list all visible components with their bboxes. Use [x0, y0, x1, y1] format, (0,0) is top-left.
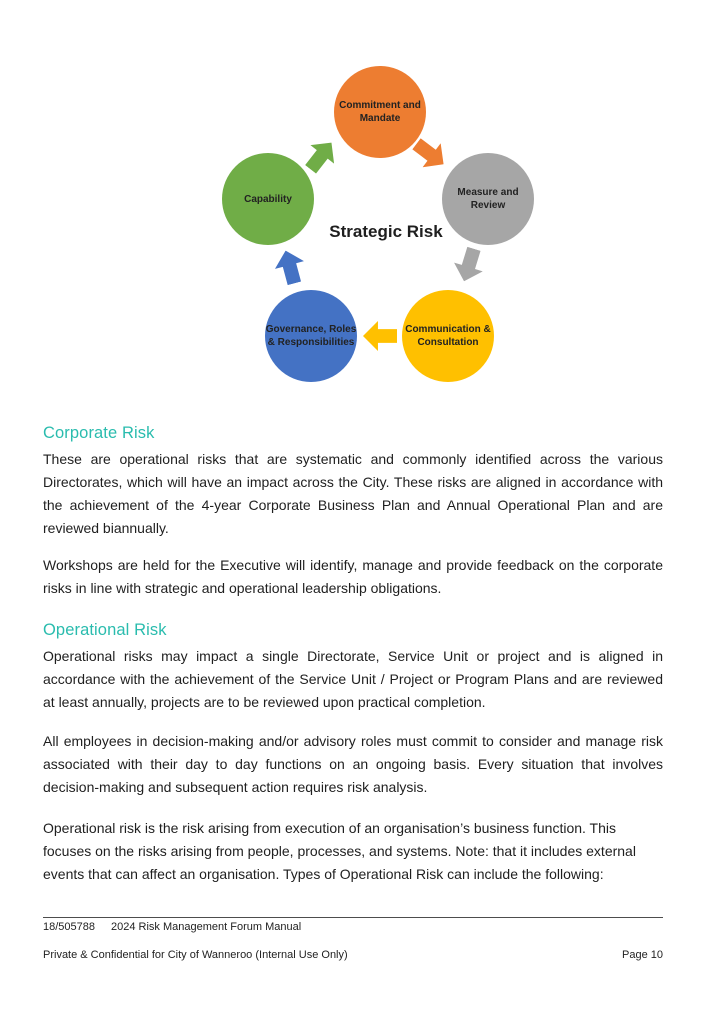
footer-document-reference — [43, 921, 663, 933]
diagram-node-label: Measure and Review — [457, 187, 519, 211]
cycle-arrow-icon — [363, 321, 397, 351]
paragraph: These are operational risks that are systematic and commonly identified across the various Directorates, which will have an impact across the City. These risks are aligned in accordance with the achievement of the 4-year Corporate Business Plan and Annual Operational Plan and are reviewed biannually. — [43, 451, 663, 536]
diagram-node-label: Capability — [244, 193, 292, 205]
section-heading-corporate-risk: Corporate Risk — [43, 424, 155, 442]
footer-doc-title: 2024 Risk Management Forum Manual — [111, 921, 302, 933]
paragraph: All employees in decision-making and/or advisory roles must commit to consider and manage risk associated with their day to day functions on an ongoing basis. Every situation that involves decision-making and subsequent action requires risk analysis. — [43, 733, 663, 795]
footer-page-number: Page 10 — [622, 949, 663, 961]
paragraph: Operational risks may impact a single Directorate, Service Unit or project and is aligned in accordance with the achievement of the Service Unit / Project or Program Plans and are reviewed at least annually, projects are to be reviewed upon practical completion. — [43, 648, 663, 710]
footer-divider — [43, 917, 663, 918]
diagram-node-label: Commitment and Mandate — [339, 100, 421, 124]
footer-doc-ref: 18/505788 — [43, 921, 95, 933]
section-heading-operational-risk: Operational Risk — [43, 621, 167, 639]
strategic-risk-diagram — [0, 0, 706, 415]
footer-confidentiality-text: Private & Confidential for City of Wanneroo (Internal Use Only) — [43, 949, 348, 961]
paragraph: Workshops are held for the Executive will identify, manage and provide feedback on the corporate risks in line with strategic and operational leadership obligations. — [43, 557, 663, 596]
diagram-node-governance-roles-responsibilities — [265, 290, 357, 382]
diagram-node-label: Communication & Consultation — [405, 324, 491, 348]
cycle-arrow-icon — [271, 247, 309, 288]
cycle-arrow-icon — [450, 244, 489, 285]
diagram-node-communication-consultation — [402, 290, 494, 382]
paragraph: Operational risk is the risk arising from execution of an organisation’s business function. This focuses on the risks arising from people, processes, and systems. Note: that it includes external events that can affect an organisation. Types of Operational Risk can include the following: — [43, 820, 636, 882]
diagram-node-label: Governance, Roles & Responsibilities — [265, 324, 357, 348]
diagram-node-commitment-and-mandate — [334, 66, 426, 158]
diagram-center-title: Strategic Risk — [329, 222, 443, 241]
footer-confidentiality-row — [43, 949, 663, 961]
